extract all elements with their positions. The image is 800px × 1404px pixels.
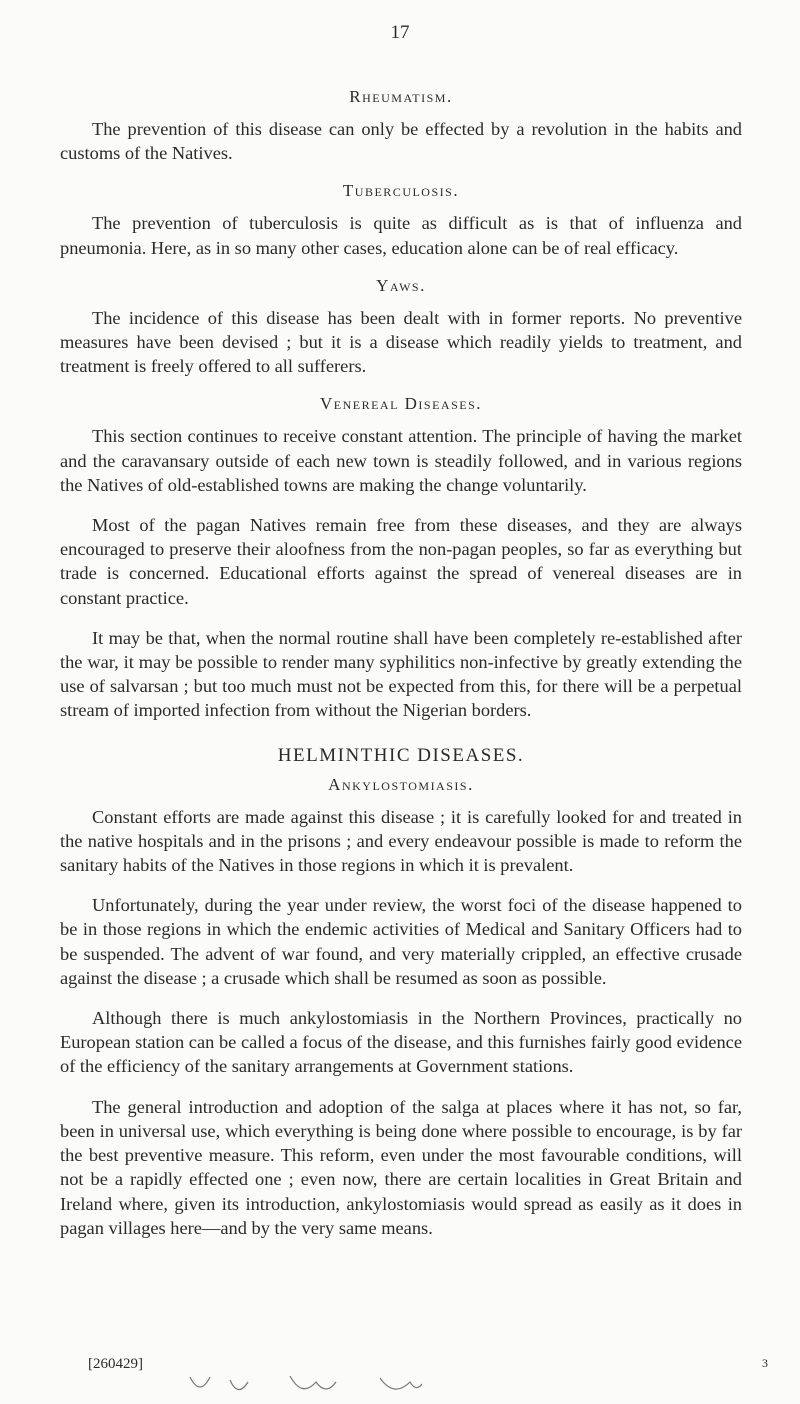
paragraph: The general introduction and adoption of the salga at places where it has not, so far, been in universal use, which everything is being done where possible to encourage, is by far the best preventive measure. This reform, even under the most favourable conditions, will not be a rapidly effected one ; even now, there are certain localities in Great Britain and Ireland where, given its introduction, ankylostomiasis would spread as easily as it does in pagan villages here—and by the very same means. xyxy=(60,1096,742,1238)
paragraph: Constant efforts are made against this disease ; it is carefully looked for and treated in the native hospitals and in the prisons ; and every endeavour possible is made to reform the sanitary habits of the Natives in those regions in which it is prevalent. xyxy=(60,806,742,876)
paragraph: Most of the pagan Natives remain free from these diseases, and they are always encouraged to preserve their aloofness from the non-pagan peoples, so far as everything but trade is concerned. Educational efforts against the spread of venereal diseases are in constant practice. xyxy=(60,515,742,608)
paragraph: This section continues to receive constant attention. The principle of having the market and the caravansary outside of each new town is steadily followed, and in various regions the Natives of old-established towns are making the change voluntarily. xyxy=(60,426,742,495)
section-heading-venereal-diseases: Venereal Diseases. xyxy=(319,394,483,414)
section-heading-tuberculosis: Tuberculosis. xyxy=(342,181,460,201)
section-heading-ankylostomiasis: Ankylostomiasis. xyxy=(328,774,474,794)
page-number: 17 xyxy=(390,22,410,43)
section-heading-rheumatism: Rheumatism. xyxy=(349,87,453,106)
paragraph: Although there is much ankylostomiasis in the Northern Provinces, practically no European station can be called a focus of the disease, and this furnishes fairly good evidence of the efficiency of the sanitary arrangements at Government stations. xyxy=(60,1008,742,1077)
paragraph: Unfortunately, during the year under review, the worst foci of the disease happened to be in those regions in which the endemic activities of Medical and Sanitary Officers had to be suspended. The advent of war found, and very materially crippled, an effective crusade against the disease ; a crusade which shall be resumed as soon as possible. xyxy=(60,895,742,988)
major-heading-helminthic-diseases: HELMINTHIC DISEASES. xyxy=(277,744,525,766)
paragraph: The prevention of tuberculosis is quite as difficult as is that of influenza and pneumonia. Here, as in so many other cases, education alone can be of real efficacy. xyxy=(60,213,742,258)
print-code: [260429] xyxy=(88,1356,143,1372)
signature-mark: 3 xyxy=(762,1356,768,1370)
page-body xyxy=(60,87,742,1256)
paragraph: It may be that, when the normal routine shall have been completely re-established after the war, it may be possible to render many syphilitics non-infective by greatly extending the use of salvarsan ; but too much must not be expected from this, for there will be a perpetual stream of imported infection from without the Nigerian borders. xyxy=(60,627,742,721)
paragraph: The prevention of this disease can only be effected by a revolution in the habits and customs of the Natives. xyxy=(60,119,742,164)
section-heading-yaws: Yaws. xyxy=(376,275,426,295)
ink-smudge-mark xyxy=(180,1372,460,1402)
paragraph: The incidence of this disease has been dealt with in former reports. No preventive measures have been devised ; but it is a disease which readily yields to treatment, and treatment is freely offered to all sufferers. xyxy=(60,307,742,377)
